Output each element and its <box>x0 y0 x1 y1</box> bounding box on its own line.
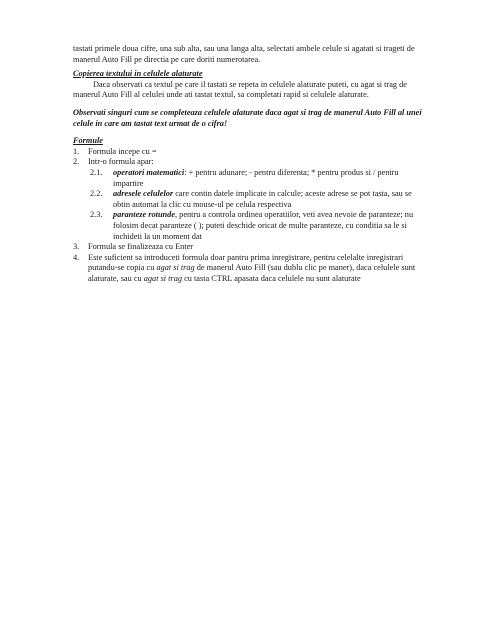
item-text-part: cu tasta CTRL apasata daca celulele nu sunt alaturate <box>182 273 361 283</box>
subitem-text: care contin datele implicate in calcule; aceste adrese se pot tasta, sau se obtin automat la clic cu mouse-ul pe celula respectiva <box>113 189 412 209</box>
document-content <box>73 44 425 284</box>
intro-paragraph: tastati primele doua cifre, una sub alta, sau una langa alta, selectati ambele celule si agatati si trageti de manerul Auto Fill pe directia pe care doriti numerotarea. <box>73 44 415 64</box>
formulas-heading: Formule <box>73 136 103 146</box>
item-text: Formula incepe cu = <box>88 146 157 156</box>
subitem-term: adresele celulelor <box>113 189 174 199</box>
formula-item-3 <box>73 242 425 253</box>
item-text-part: de manerul Auto Fill (sau dublu clic pe maner), daca celulele sunt alaturate, sau cu <box>88 263 416 283</box>
formula-subitem-2-2 <box>73 189 425 210</box>
item-number: 1. <box>73 146 80 156</box>
subitem-term: paranteze rotunde <box>113 210 176 220</box>
formula-item-2 <box>73 157 425 168</box>
formula-subitem-2-1 <box>73 168 425 189</box>
subitem-text: : + pentru adunare; - pentru diferenta; * pentru produs si / pentru impartire <box>113 167 399 188</box>
item-number: 2. <box>73 157 80 167</box>
item-text-italic: agat si trag <box>156 263 195 273</box>
subitem-term: operatori matematici <box>113 167 185 177</box>
item-text-italic: agat si trag <box>143 273 183 283</box>
formula-item-4 <box>73 253 425 285</box>
item-text-part: Este suficient sa introduceti formula doar pantru prima inregistrare, pentru celelalte inregistrari putandu-se copia cu <box>88 252 404 273</box>
subitem-text: , pentru a controla ordinea operatiilor, veti avea nevoie de paranteze; nu folosim decat paranteze ( ); puteti deschide oricat de multe paranteze, cu conditia sa le si inchideti la un moment dat <box>113 210 414 241</box>
subitem-number: 2.2. <box>90 189 103 199</box>
formula-item-1 <box>73 147 425 158</box>
item-text: Intr-o formula apar: <box>88 157 154 167</box>
observation-note: Observati singuri cum se completeaza celulele alaturate daca agat si trag de manerul Auto Fill al unei celule in care am tastat text urmat de o cifra! <box>73 107 422 128</box>
formula-subitem-2-3 <box>73 210 425 242</box>
copy-section-heading: Copierea textului in celulele alaturate <box>73 69 203 79</box>
subitem-number: 2.3. <box>90 210 103 220</box>
item-text: Formula se finalizeaza cu Enter <box>88 242 194 252</box>
copy-section-body: Daca observati ca textul pe care il tastati se repeta in celulele alaturate puteti, cu agat si trag de manerul Auto Fill al celulei unde ati tastat textul, sa completati rapid si celulele alaturate. <box>73 79 407 100</box>
item-number: 4. <box>73 252 80 262</box>
item-number: 3. <box>73 242 80 252</box>
subitem-number: 2.1. <box>90 167 103 177</box>
